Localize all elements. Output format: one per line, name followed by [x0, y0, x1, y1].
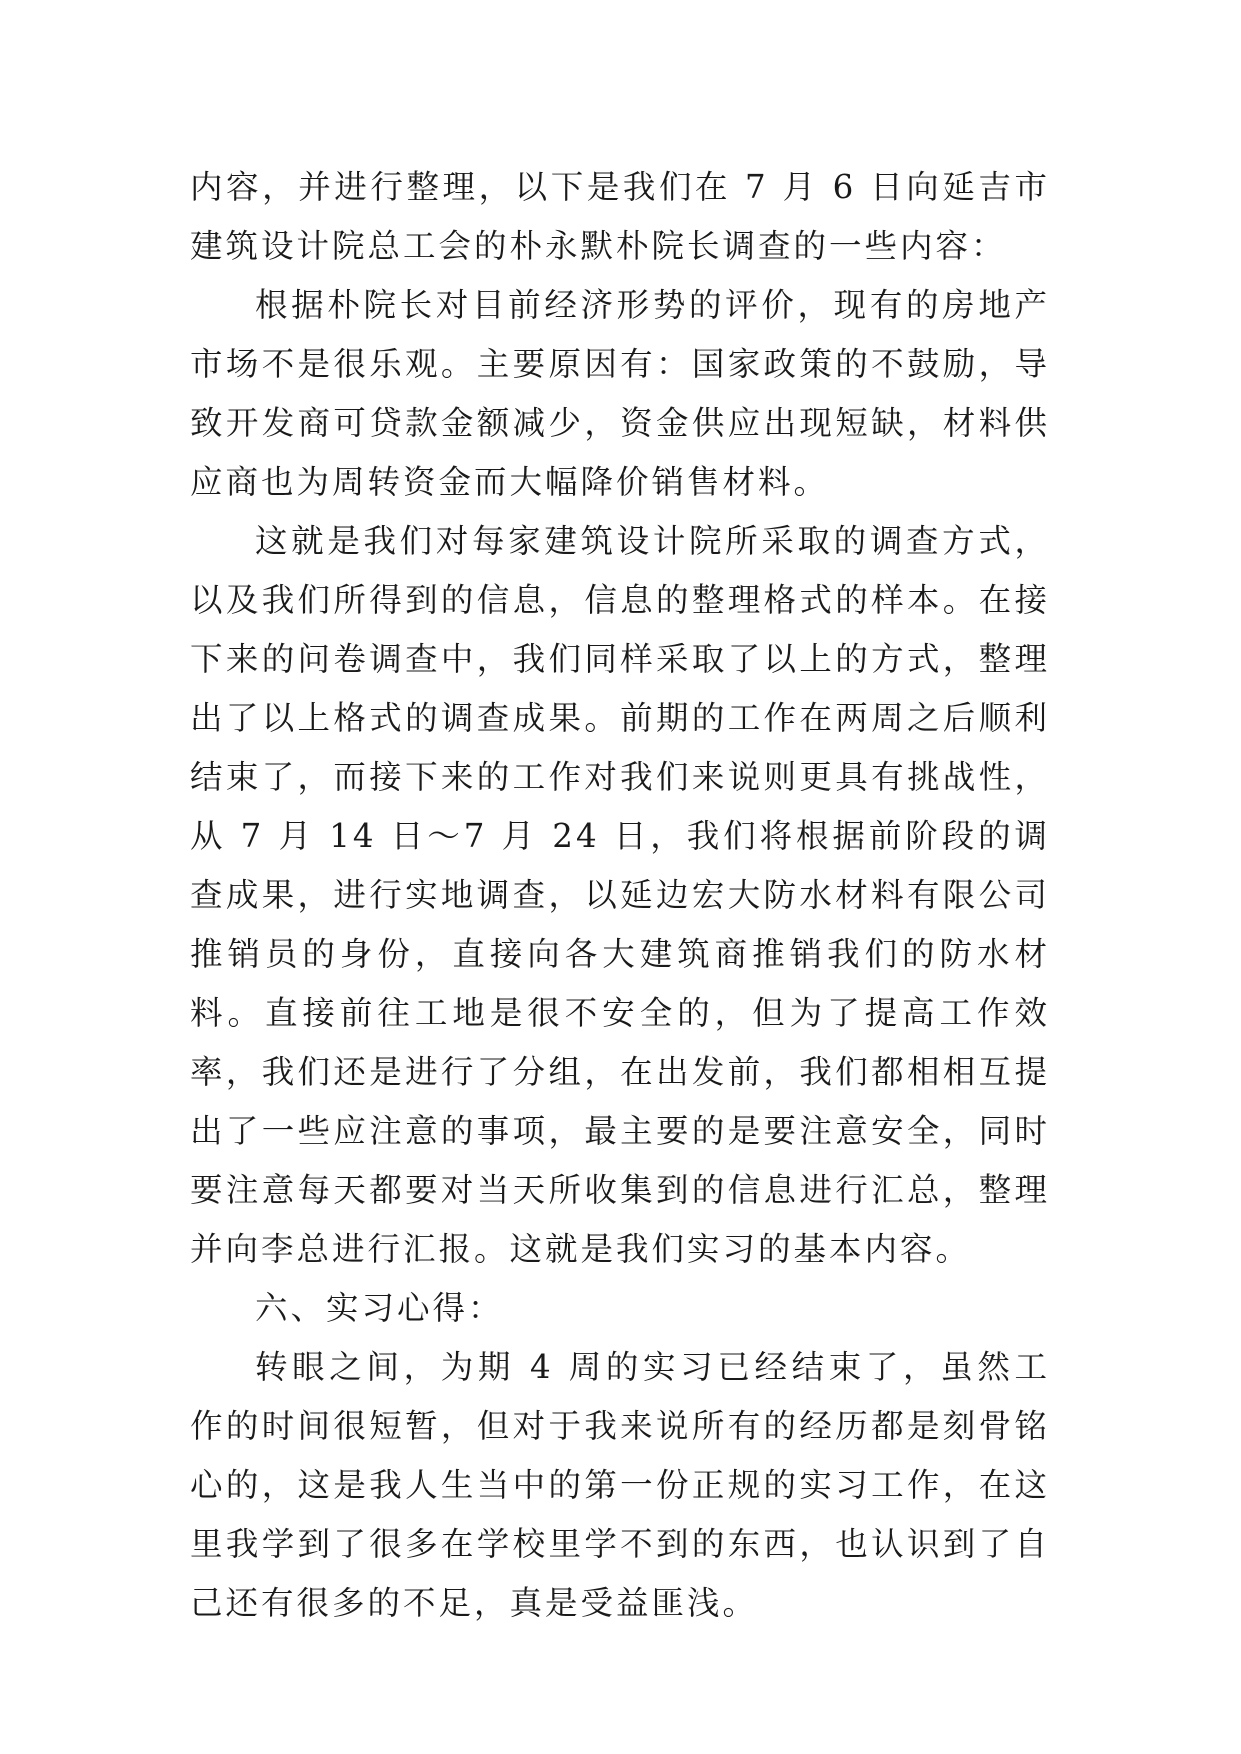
- paragraph-continued-survey: 内容，并进行整理，以下是我们在 7 月 6 日向延吉市建筑设计院总工会的朴永默朴院长调查的一些内容：: [190, 168, 1050, 265]
- paragraph-survey-method: 这就是我们对每家建筑设计院所采取的调查方式，以及我们所得到的信息，信息的整理格式的样本。在接下来的问卷调查中，我们同样采取了以上的方式，整理出了以上格式的调查成果。前期的工作在两周之后顺利结束了，而接下来的工作对我们来说则更具有挑战性，从 7 月 14 日～7 月 24 日，我们将根据前阶段的调查成果，进行实地调查，以延边宏大防水材料有限公司推销员的身份，直接向各大建筑商推销我们的防水材料。直接前往工地是很不安全的，但为了提高工作效率，我们还是进行了分组，在出发前，我们都相相互提出了一些应注意的事项，最主要的是要注意安全，同时要注意每天都要对当天所收集到的信息进行汇总，整理并向李总进行汇报。这就是我们实习的基本内容。: [190, 522, 1050, 1268]
- body-text: [190, 158, 1050, 1633]
- section-heading-internship-experience: 六、实习心得：: [255, 1289, 504, 1327]
- paragraph-market-evaluation: 根据朴院长对目前经济形势的评价，现有的房地产市场不是很乐观。主要原因有：国家政策的不鼓励，导致开发商可贷款金额减少，资金供应出现短缺，材料供应商也为周转资金而大幅降价销售材料。: [190, 286, 1050, 501]
- paragraph-internship-reflection: 转眼之间，为期 4 周的实习已经结束了，虽然工作的时间很短暂，但对于我来说所有的经历都是刻骨铭心的，这是我人生当中的第一份正规的实习工作，在这里我学到了很多在学校里学不到的东西，也认识到了自己还有很多的不足，真是受益匪浅。: [190, 1348, 1050, 1622]
